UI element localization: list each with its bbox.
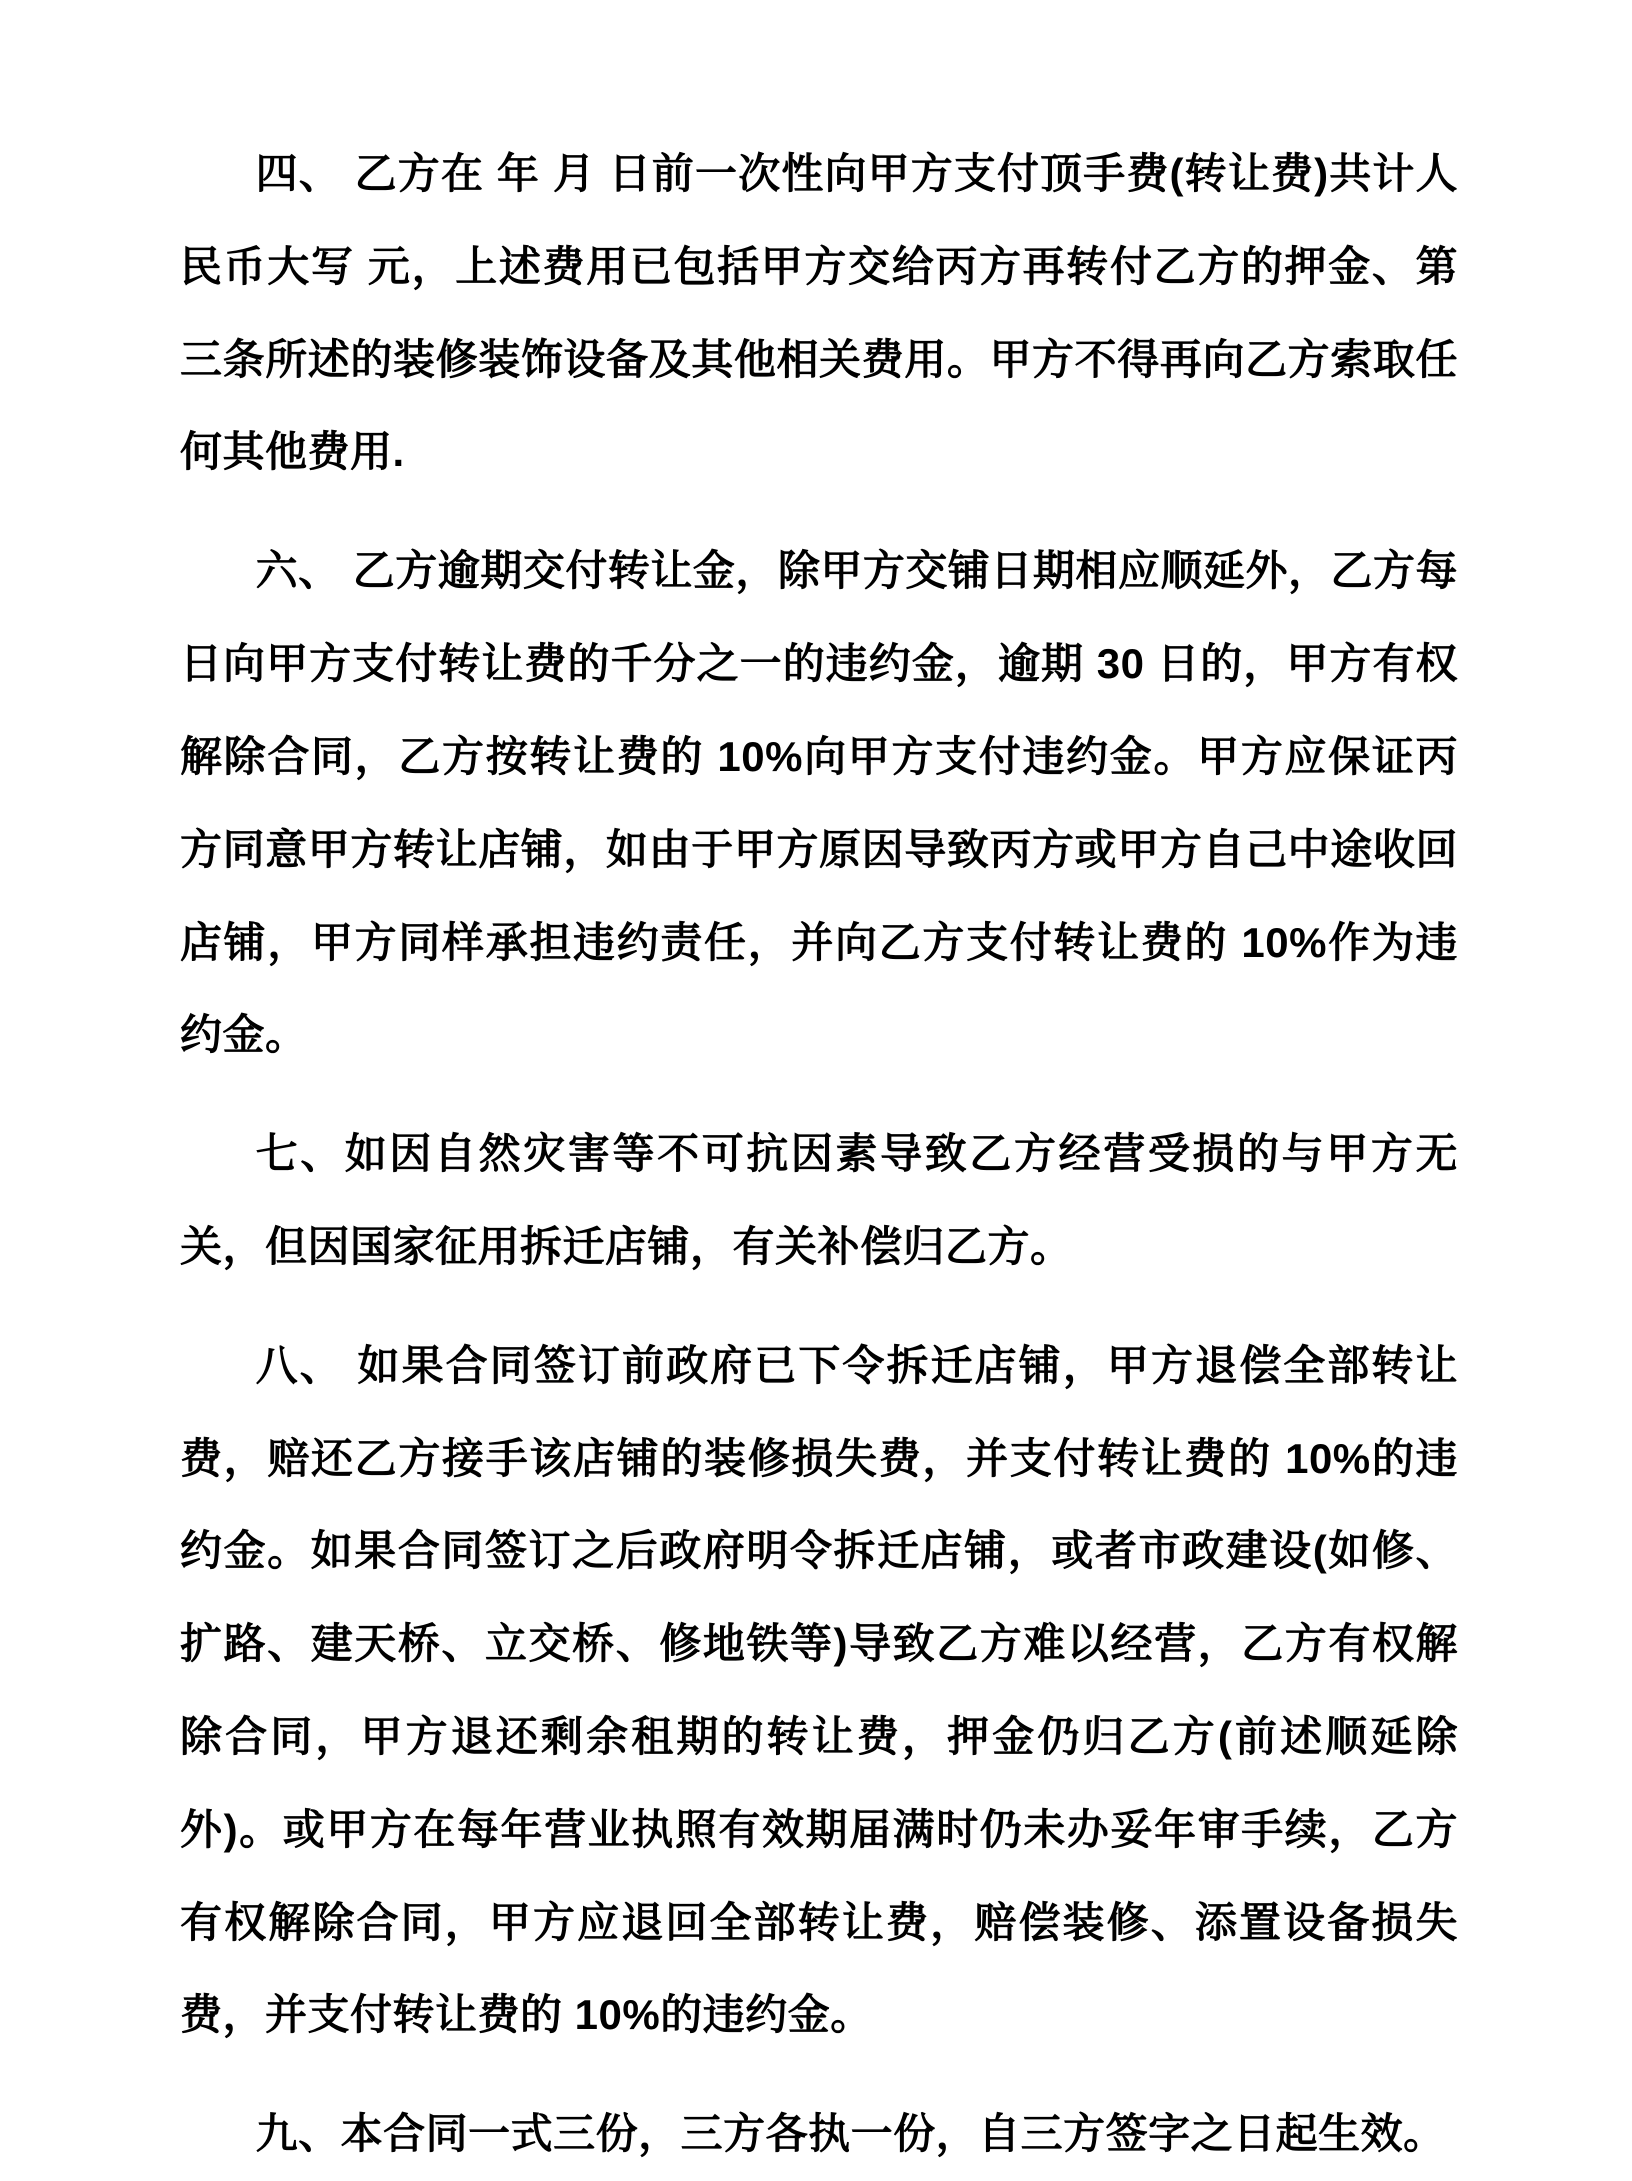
contract-clause-8: 八、 如果合同签订前政府已下令拆迁店铺，甲方退偿全部转让费，赔还乙方接手该店铺的装修损失费，并支付转让费的 10%的违约金。如果合同签订之后政府明令拆迁店铺，或者市政建设(如修、扩路、建天桥、立交桥、修地铁等)导致乙方难以经营，乙方有权解除合同，甲方退还剩余租期的转让费，押金仍归乙方(前述顺延除外)。或甲方在每年营业执照有效期届满时仍未办妥年审手续，乙方有权解除合同，甲方应退回全部转让费，赔偿装修、添置设备损失费，并支付转让费的 10%的违约金。 bbox=[180, 1341, 1458, 2039]
contract-clause-7: 七、如因自然灾害等不可抗因素导致乙方经营受损的与甲方无关，但因国家征用拆迁店铺，有关补偿归乙方。 bbox=[180, 1130, 1458, 1270]
contract-clause-4: 四、 乙方在 年 月 日前一次性向甲方支付顶手费(转让费)共计人民币大写 元，上述费用已包括甲方交给丙方再转付乙方的押金、第三条所述的装修装饰设备及其他相关费用。甲方不得再向乙方索取任何其他费用. bbox=[180, 150, 1458, 476]
contract-clause-9: 九、本合同一式三份，三方各执一份，自三方签字之日起生效。 bbox=[255, 2110, 1446, 2158]
contract-clause-6: 六、 乙方逾期交付转让金，除甲方交铺日期相应顺延外，乙方每日向甲方支付转让费的千分之一的违约金，逾期 30 日的，甲方有权解除合同，乙方按转让费的 10%向甲方支付违约金。甲方应保证丙方同意甲方转让店铺，如由于甲方原因导致丙方或甲方自己中途收回店铺，甲方同样承担违约责任，并向乙方支付转让费的 10%作为违约金。 bbox=[180, 547, 1458, 1059]
